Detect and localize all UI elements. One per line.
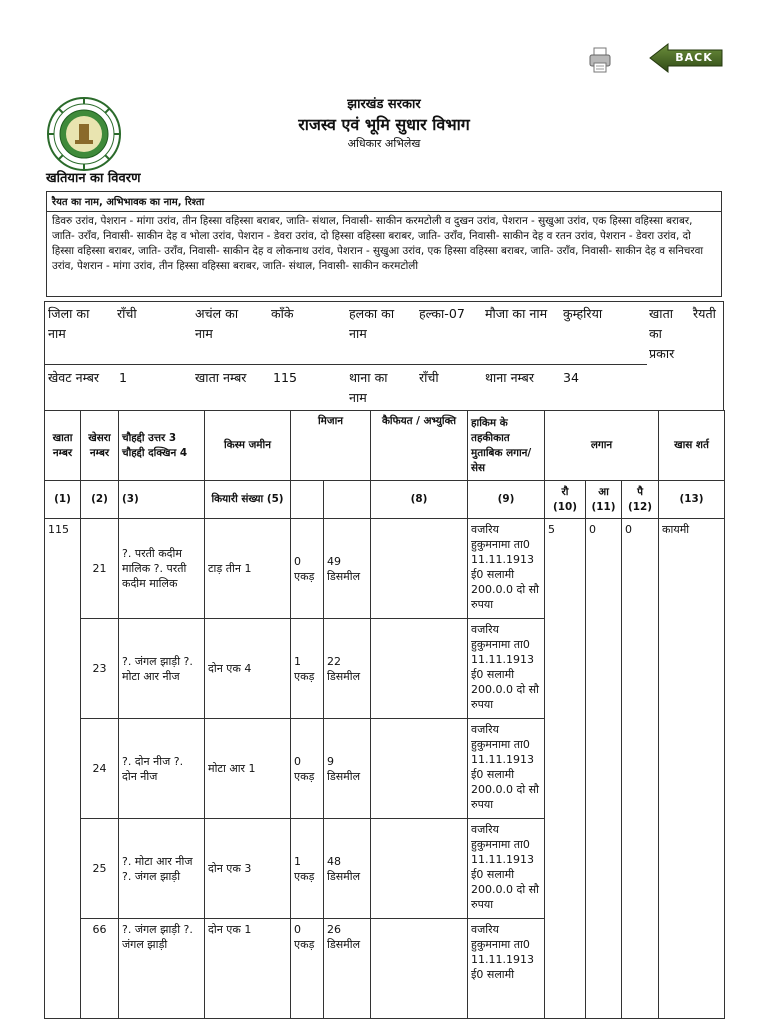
khata-type-label: खाता का प्रकार [649,306,675,361]
khewat-label: खेवट नम्बर [48,370,100,385]
khewat-value: 1 [119,370,128,385]
khata-no-value: 115 [273,370,298,385]
thana-no-value: 34 [563,370,580,385]
chauhaddi-cell: ?. जंगल झाड़ी ?. मोटा आर नीज [119,619,205,719]
raiyat-box [46,191,722,297]
raiyat-heading: रैयत का नाम, अभिभावक का नाम, रिश्ता [47,192,721,212]
header-lagan: लगान [545,411,659,481]
circle-label: अचंल का नाम [195,306,239,341]
hakim-cell: वजरिय हुकुमनामा ता0 11.11.1913 ई0 सलामी 200.0.0 दो सौ रुपया [468,819,545,919]
info-divider [45,364,647,365]
kaifiyat-cell [371,719,468,819]
chauhaddi-cell: ?. दोन नीज ?. दोन नीज [119,719,205,819]
acre-cell: 1 एकड़ [291,619,324,719]
kism-cell: दोन एक 4 [205,619,291,719]
khas-shart-cell: कायमी [659,519,725,1019]
district-label: जिला का नाम [48,306,90,341]
header-khas-shart: खास शर्त [659,411,725,481]
mauza-label: मौजा का नाम [485,306,548,321]
chauhaddi-cell: ?. जंगल झाड़ी ?. जंगल झाड़ी [119,919,205,1019]
header-hakim: हाकिम के तहकीकात मुताबिक लगान/सेस [468,411,545,481]
table-row [45,519,725,619]
col-9: (9) [468,481,545,519]
khata-info-box [44,301,724,411]
department-name: राजस्व एवं भूमि सुधार विभाग [298,115,470,134]
decimal-cell: 49 डिसमील [324,519,371,619]
khata-no-label: खाता नम्बर [195,370,247,385]
decimal-cell: 9 डिसमील [324,719,371,819]
govt-name: झारखंड सरकार [347,97,421,112]
hakim-cell: वजरिय हुकुमनामा ता0 11.11.1913 ई0 सलामी 200.0.0 दो सौ रुपया [468,619,545,719]
hakim-cell: वजरिय हुकुमनामा ता0 11.11.1913 ई0 सलामी 200.0.0 दो सौ रुपया [468,519,545,619]
col-11: आ (11) [586,481,622,519]
acre-cell: 0 एकड़ [291,519,324,619]
khesra-cell: 23 [81,619,119,719]
khesra-cell: 21 [81,519,119,619]
khesra-cell: 24 [81,719,119,819]
kism-cell: दोन एक 3 [205,819,291,919]
printer-icon[interactable] [588,46,612,74]
rai-cell: 5 [545,519,586,1019]
col-13: (13) [659,481,725,519]
acre-cell: 0 एकड़ [291,919,324,1019]
halka-label: हलका का नाम [349,306,395,341]
kism-cell: दोन एक 1 [205,919,291,1019]
col-7 [324,481,371,519]
chauhaddi-cell: ?. मोटा आर नीज ?. जंगल झाड़ी [119,819,205,919]
land-record-table [44,410,725,1019]
raiyat-details: डिवरु उरांव, पेशरान - मांगा उरांव, तीन हिस्सा वहिस्सा बराबर, जाति- संथाल, निवासी- साकीन करमटोली व दुखन उरांव, पेशरान - सुखुआ उरांव, एक हिस्सा वहिस्सा बराबर, जाति- उराँव, निवासी- साकीन देह व भोला उरांव, पेशरान - डेवरा उरांव, दो हिस्सा वहिस्सा बराबर, जाति- उराँव, निवासी- साकीन देह व रतन उरांव, पेशरान - डेवरा उरांव, दो हिस्सा वहिस्सा बराबर, जाति- उराँव, निवासी- साकीन देह व लोकनाथ उरांव, पेशरान - सुखुआ उरांव, एक हिस्सा वहिस्सा बराबर, जाति- उराँव, निवासी- साकीन देह व सनिचरवा उरांव, पेशरान - मांगा उरांव, तीन हिस्सा वहिस्सा बराबर, जाति- संथाल, निवासी- साकीन करमटोली [52,215,704,272]
col-10: रौ (10) [545,481,586,519]
col-1: (1) [45,481,81,519]
halka-value: हल्का-07 [419,306,465,321]
kaifiyat-cell [371,519,468,619]
decimal-cell: 26 डिसमील [324,919,371,1019]
circle-value: काँके [271,306,294,321]
thana-value: राँची [419,370,439,385]
header-chauhaddi: चौहद्दी उत्तर 3 चौहद्दी दक्खिन 4 [119,411,205,481]
district-value: राँची [117,306,137,321]
thana-label: थाना का नाम [349,370,388,405]
header-kism: किस्म जमीन [205,411,291,481]
kism-cell: टाड़ तीन 1 [205,519,291,619]
kism-cell: मोटा आर 1 [205,719,291,819]
back-button[interactable] [648,42,724,74]
header-kaifiyat: कैफियत / अभ्युक्ति [371,411,468,481]
section-title: खतियान का विवरण [46,171,141,186]
kaifiyat-cell [371,619,468,719]
col-8: (8) [371,481,468,519]
col-12: पै (12) [622,481,659,519]
khata-type-value: रैयती [693,306,716,321]
header-khesra: खेसरा नम्बर [81,411,119,481]
hakim-cell: वजरिय हुकुमनामा ता0 11.11.1913 ई0 सलामी 200.0.0 दो सौ रुपया [468,719,545,819]
khesra-cell: 66 [81,919,119,1019]
col-3: (3) [119,481,205,519]
khata-number-cell: 115 [45,519,81,1019]
acre-cell: 1 एकड़ [291,819,324,919]
mauza-value: कुम्हरिया [563,306,603,321]
back-label: BACK [675,51,713,64]
decimal-cell: 22 डिसमील [324,619,371,719]
col-5: कियारी संख्या (5) [205,481,291,519]
khesra-cell: 25 [81,819,119,919]
hakim-cell: वजरिय हुकुमनामा ता0 11.11.1913 ई0 सलामी [468,919,545,1019]
decimal-cell: 48 डिसमील [324,819,371,919]
table-header-row [45,411,725,481]
col-2: (2) [81,481,119,519]
kaifiyat-cell [371,919,468,1019]
chauhaddi-cell: ?. परती कदीम मालिक ?. परती कदीम मालिक [119,519,205,619]
aana-cell: 0 [586,519,622,1019]
acre-cell: 0 एकड़ [291,719,324,819]
header-mijan: मिजान [291,411,371,481]
pai-cell: 0 [622,519,659,1019]
kaifiyat-cell [371,819,468,919]
header-khata: खाता नम्बर [45,411,81,481]
thana-no-label: थाना नम्बर [485,370,534,385]
table-subheader-row [45,481,725,519]
record-title: अधिकार अभिलेख [347,137,421,150]
col-6 [291,481,324,519]
